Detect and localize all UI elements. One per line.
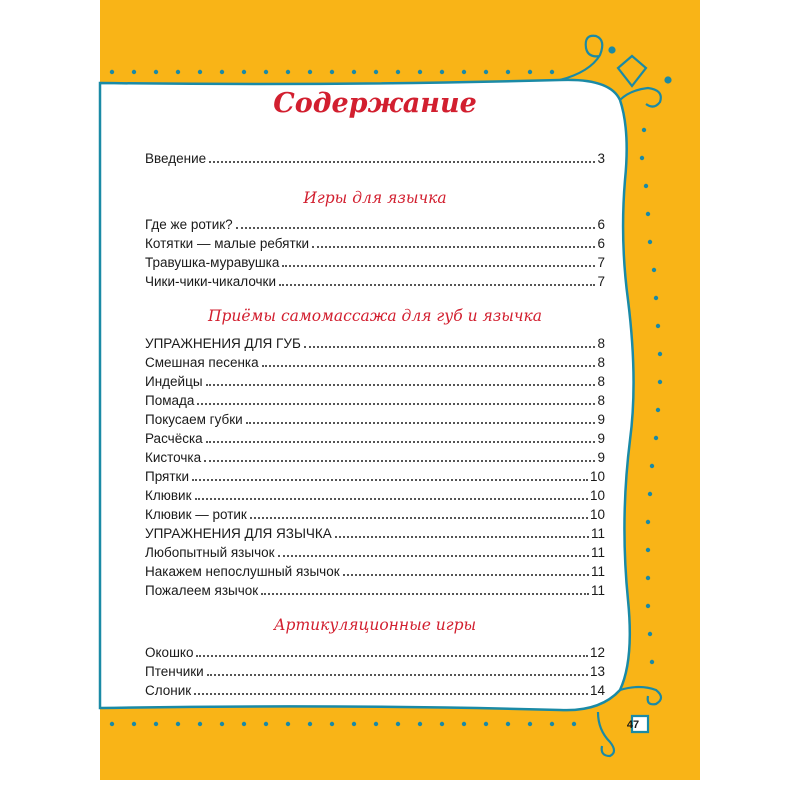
toc-row[interactable] xyxy=(145,351,605,371)
toc-entry-label: Индейцы xyxy=(145,374,203,389)
toc-entry-label: Травушка-муравушка xyxy=(145,255,280,270)
toc-entry-label: Накажем непослушный язычок xyxy=(145,564,340,579)
toc-entry-label: Кисточка xyxy=(145,450,202,465)
toc-row[interactable] xyxy=(145,446,605,466)
toc-row[interactable] xyxy=(145,579,605,599)
toc-entry-page: 11 xyxy=(590,564,605,579)
toc-entry-label: Смешная песенка xyxy=(145,355,259,370)
dot-leader xyxy=(207,674,588,676)
toc-entry-label: УПРАЖНЕНИЯ ДЛЯ ЯЗЫЧКА xyxy=(145,526,332,541)
toc-row[interactable] xyxy=(145,679,605,699)
dot-leader xyxy=(209,161,595,163)
toc-row[interactable] xyxy=(145,389,605,409)
toc-entry-label: Клювик — ротик xyxy=(145,507,247,522)
toc-entry-page: 11 xyxy=(590,545,605,560)
page-number: 47 xyxy=(626,719,640,731)
toc-entry-page: 11 xyxy=(590,526,605,541)
toc-row[interactable] xyxy=(145,332,605,352)
dot-leader xyxy=(206,384,596,386)
section-heading: Приёмы самомассажа для губ и язычка xyxy=(207,307,543,325)
toc-entry-label: Птенчики xyxy=(145,664,204,679)
dot-leader xyxy=(194,693,588,695)
toc-row[interactable] xyxy=(145,408,605,428)
toc-entry-page: 6 xyxy=(597,217,605,232)
toc-entry-label: Слоник xyxy=(145,683,192,698)
toc-entry-label: Покусаем губки xyxy=(145,412,243,427)
dot-leader xyxy=(250,517,588,519)
dot-leader xyxy=(312,246,595,248)
toc-entry-page: 9 xyxy=(597,450,605,465)
toc-entry-page: 8 xyxy=(597,374,605,389)
toc-row[interactable] xyxy=(145,641,605,661)
toc-entry-page: 3 xyxy=(597,151,605,166)
toc-entry-page: 8 xyxy=(597,355,605,370)
toc-row[interactable] xyxy=(145,660,605,680)
toc-entry-label: УПРАЖНЕНИЯ ДЛЯ ГУБ xyxy=(145,336,301,351)
page-title: Содержание xyxy=(273,88,477,119)
dots-top xyxy=(110,70,554,74)
toc-entry-label: Прятки xyxy=(145,469,190,484)
dot-leader xyxy=(192,479,588,481)
toc-entry-page: 10 xyxy=(589,507,605,522)
dot-leader xyxy=(278,555,589,557)
dot-leader xyxy=(279,284,595,286)
toc-entry-page: 7 xyxy=(597,274,605,289)
toc-entry-label: Чики-чики-чикалочки xyxy=(145,274,277,289)
dot-leader xyxy=(196,655,588,657)
toc-row[interactable] xyxy=(145,270,605,290)
toc-row[interactable] xyxy=(145,465,605,485)
toc-entry-page: 14 xyxy=(589,683,605,698)
toc-entry-label: Любопытный язычок xyxy=(145,545,275,560)
dot-leader xyxy=(282,265,595,267)
toc-entry-label: Пожалеем язычок xyxy=(145,583,259,598)
toc-entry-label: Окошко xyxy=(145,645,194,660)
toc-row[interactable] xyxy=(145,213,605,233)
toc-entry-page: 8 xyxy=(597,336,605,351)
toc-row[interactable] xyxy=(145,522,605,542)
toc-entry-label: Введение xyxy=(145,151,207,166)
dot-leader xyxy=(335,536,589,538)
toc-entry-label: Клювик xyxy=(145,488,192,503)
toc-entry-label: Котятки — малые ребятки xyxy=(145,236,310,251)
toc-row[interactable] xyxy=(145,541,605,561)
dot-leader xyxy=(262,365,596,367)
toc-entry-page: 8 xyxy=(597,393,605,408)
toc-entry-page: 12 xyxy=(589,645,605,660)
toc-entry-page: 10 xyxy=(589,488,605,503)
toc-entry-page: 10 xyxy=(589,469,605,484)
dot-leader xyxy=(206,441,596,443)
dot-leader xyxy=(246,422,596,424)
toc-entry-page: 7 xyxy=(597,255,605,270)
toc-row[interactable] xyxy=(145,232,605,252)
toc-entry-page: 6 xyxy=(597,236,605,251)
section-heading: Игры для язычка xyxy=(303,189,447,207)
toc-entry-page: 13 xyxy=(589,664,605,679)
toc-entry-page: 11 xyxy=(590,583,605,598)
dot-leader xyxy=(304,346,596,348)
toc-entry-label: Где же ротик? xyxy=(145,217,233,232)
dot-leader xyxy=(236,227,596,229)
dot-leader xyxy=(197,403,595,405)
toc-entry-page: 9 xyxy=(597,412,605,427)
toc-row[interactable] xyxy=(145,560,605,580)
toc-entry-label: Расчёска xyxy=(145,431,203,446)
toc-row[interactable] xyxy=(145,484,605,504)
toc-row[interactable] xyxy=(145,427,605,447)
toc-row-intro[interactable] xyxy=(145,147,605,167)
section-heading: Артикуляционные игры xyxy=(273,616,477,634)
toc-entry-page: 9 xyxy=(597,431,605,446)
toc-entry-label: Помада xyxy=(145,393,195,408)
toc-row[interactable] xyxy=(145,503,605,523)
dot-leader xyxy=(343,574,589,576)
dot-leader xyxy=(195,498,588,500)
dot-leader xyxy=(204,460,595,462)
dot-leader xyxy=(261,593,589,595)
toc-row[interactable] xyxy=(145,251,605,271)
toc-row[interactable] xyxy=(145,370,605,390)
